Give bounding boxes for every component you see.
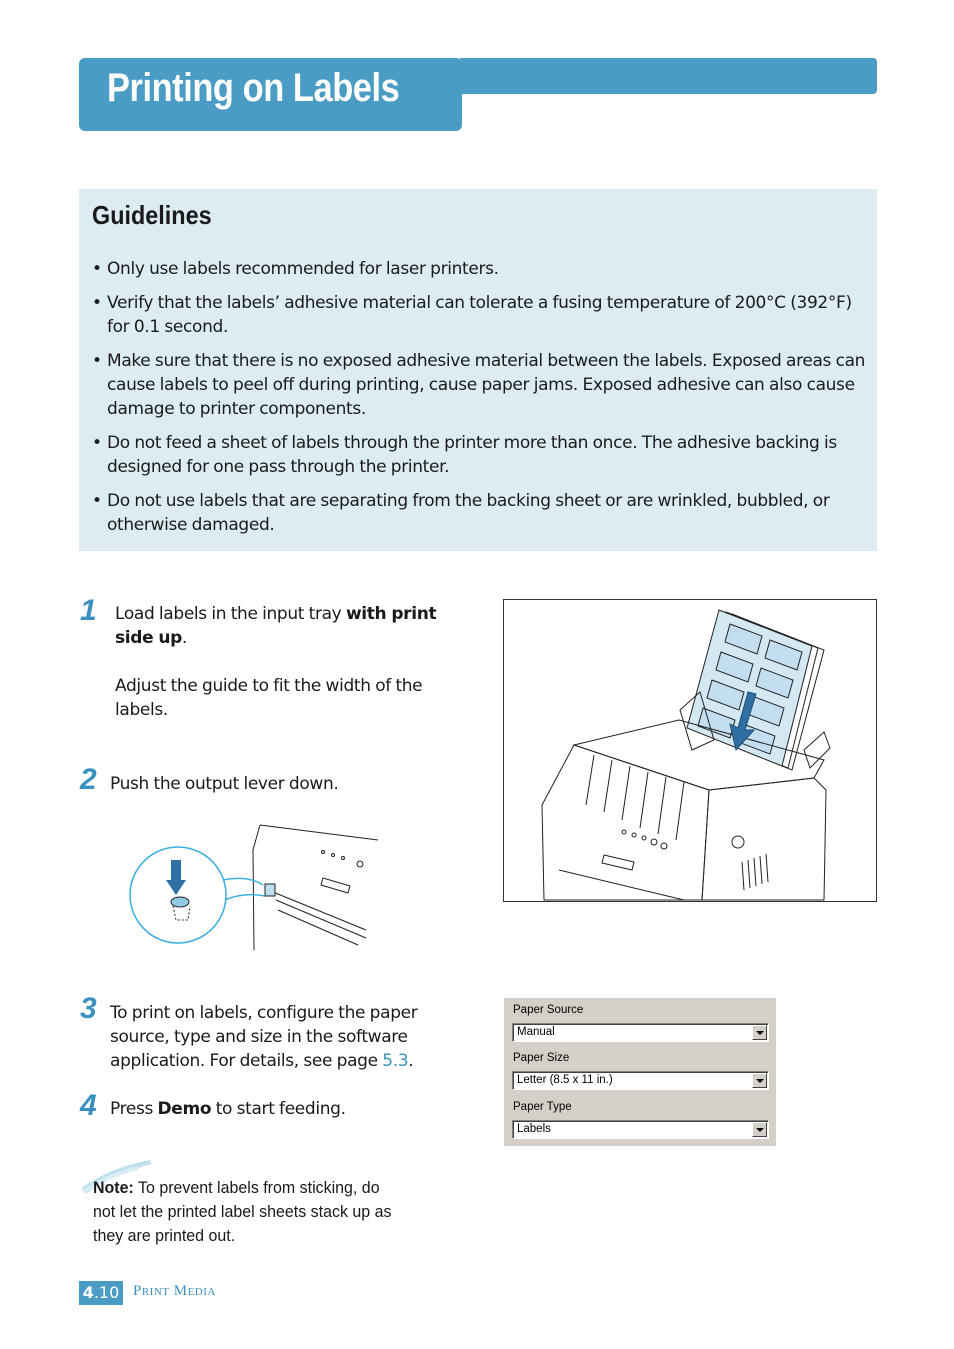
paper-source-value: Manual	[517, 1026, 555, 1038]
paper-size-select[interactable]	[512, 1071, 769, 1090]
step-3-text: To print on labels, configure the paper source, type and size in the software application. For details, see page 5.3.	[110, 1003, 418, 1071]
guideline-item: • Do not feed a sheet of labels through the printer more than once. The adhesive backing is designed for one pass through the printer.	[92, 433, 837, 477]
output-lever-image	[128, 820, 378, 955]
chevron-down-icon[interactable]	[752, 1122, 767, 1137]
step-4-text: Press Demo to start feeding.	[110, 1099, 346, 1119]
step-1-text: Load labels in the input tray with print side up.	[115, 604, 437, 648]
footer-section-title: Print Media	[133, 1283, 216, 1299]
title-bar-line	[460, 58, 877, 94]
printer-illustration	[503, 599, 877, 902]
step-1-number: 1	[80, 594, 97, 627]
paper-type-label: Paper Type	[513, 1101, 572, 1113]
guideline-item: • Verify that the labels’ adhesive material can tolerate a fusing temperature of 200°C (392°F) for 0.1 second.	[92, 293, 852, 337]
chevron-down-icon[interactable]	[752, 1073, 767, 1088]
guideline-item: • Make sure that there is no exposed adhesive material between the labels. Exposed areas can cause labels to peel off during printing, cause paper jams. Exposed adhesive can also cause damage to printer components.	[92, 351, 866, 419]
chevron-down-icon[interactable]	[752, 1025, 767, 1040]
guideline-item: • Only use labels recommended for laser printers.	[92, 259, 499, 279]
step-4-number: 4	[80, 1089, 97, 1122]
paper-size-value: Letter (8.5 x 11 in.)	[517, 1074, 613, 1086]
paper-size-label: Paper Size	[513, 1052, 570, 1064]
guidelines-list	[92, 257, 872, 547]
page-number-badge: 4.10	[79, 1281, 123, 1305]
paper-source-label: Paper Source	[513, 1004, 584, 1016]
output-lever-illustration	[128, 820, 378, 955]
guideline-item: • Do not use labels that are separating from the backing sheet or are wrinkled, bubbled, or otherwise damaged.	[92, 491, 830, 535]
step-1-subtext: Adjust the guide to fit the width of the labels.	[115, 676, 423, 720]
paper-type-select[interactable]	[512, 1120, 769, 1139]
printer-loading-labels-image	[504, 600, 876, 901]
note-label: Note:	[93, 1178, 134, 1197]
paper-type-value: Labels	[517, 1123, 551, 1135]
step-3-number: 3	[80, 992, 97, 1025]
paper-source-select[interactable]	[512, 1023, 769, 1042]
paper-settings-dialog	[504, 998, 776, 1146]
page-title: Printing on Labels	[107, 66, 400, 110]
step-2-text: Push the output lever down.	[110, 774, 339, 794]
guidelines-heading: Guidelines	[92, 200, 212, 230]
step-2-number: 2	[80, 763, 97, 796]
page-reference-link[interactable]: 5.3	[382, 1051, 409, 1071]
note-text: Note: To prevent labels from sticking, do not let the printed label sheets stack up as they are printed out.	[93, 1178, 392, 1245]
